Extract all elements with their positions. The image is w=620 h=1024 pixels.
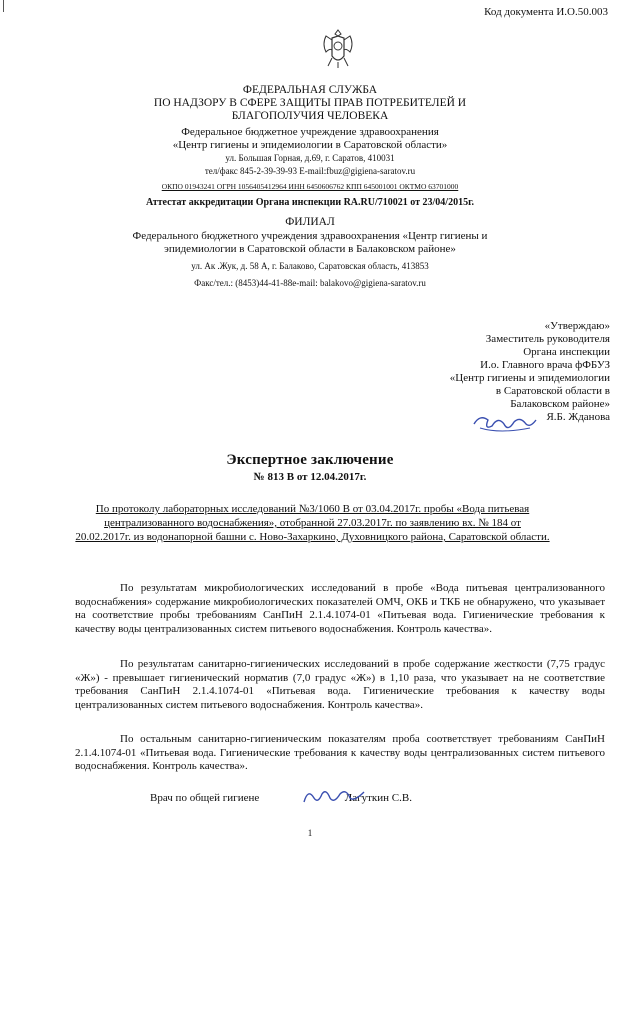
approval-signer: Я.Б. Жданова bbox=[546, 411, 610, 423]
doctor-signature-icon bbox=[300, 784, 370, 810]
conclusion-paragraph-2: По результатам санитарно-гигиенических исследований в пробе содержание жесткости (7,75 градус «Ж») - превышает гигиенический норматив (7,0 градус «Ж») в 1,10 раза, что указывает на не соответствие требования СанПиН 2.1.4.1074-01 «Питьевая вода. Гигиенические требования к качеству воды централизованных систем питьевого водоснабжения. Контроль качества». bbox=[75, 658, 605, 711]
approval-line: в Саратовской области в bbox=[495, 385, 610, 397]
institution-line-2: «Центр гигиены и эпидемиологии в Саратовской области» bbox=[172, 139, 448, 151]
signer-name: Лагуткин С.В. bbox=[344, 792, 412, 804]
agency-line-3: БЛАГОПОЛУЧИЯ ЧЕЛОВЕКА bbox=[231, 110, 389, 122]
agency-line-2: ПО НАДЗОРУ В СФЕРЕ ЗАЩИТЫ ПРАВ ПОТРЕБИТЕЛЕЙ И bbox=[153, 97, 467, 109]
approval-line: Органа инспекции bbox=[523, 346, 610, 358]
institution-codes: ОКПО 01943241 ОГРН 1056405412964 ИНН 6450606762 КПП 645001001 ОКТМО 63701000 bbox=[161, 182, 459, 191]
signature-line bbox=[150, 792, 412, 804]
branch-line-2: эпидемиологии в Саратовской области в Балаковском районе» bbox=[164, 243, 456, 255]
signer-role: Врач по общей гигиене bbox=[150, 792, 260, 804]
protocol-reference: По протоколу лабораторных исследований №3/1060 В от 03.04.2017г. пробы «Вода питьевая централизованного водоснабжения», отобранной 27.03.2017г. по заявлению вх. № 184 от 20.02.2017г. из водонапорной башни с. Ново-Захаркино, Духовницкого района, Саратовской области. bbox=[75, 503, 550, 543]
approval-line: Заместитель руководителя bbox=[485, 333, 610, 345]
approval-signature-icon bbox=[470, 410, 540, 438]
page-number: 1 bbox=[307, 828, 313, 838]
document-code: Код документа И.О.50.003 bbox=[484, 6, 608, 18]
approval-line: Балаковском районе» bbox=[510, 398, 610, 410]
branch-line-1: Федерального бюджетного учреждения здравоохранения «Центр гигиены и bbox=[132, 230, 488, 242]
conclusion-paragraph-3: По остальным санитарно-гигиеническим показателям проба соответствует требованиям СанПиН 2.1.4.1074-01 «Питьевая вода. Гигиенические требования к качеству воды централизованных систем питьевого водоснабжения. Контроль качества». bbox=[75, 733, 605, 772]
branch-label: ФИЛИАЛ bbox=[285, 216, 335, 228]
approval-block bbox=[420, 320, 610, 424]
approval-line: «Центр гигиены и эпидемиологии bbox=[449, 372, 610, 384]
branch-address: ул. Ак .Жук, д. 58 А, г. Балаково, Саратовская область, 413853 bbox=[191, 261, 429, 271]
approval-line: «Утверждаю» bbox=[544, 320, 610, 332]
agency-line-1: ФЕДЕРАЛЬНАЯ СЛУЖБА bbox=[242, 84, 378, 96]
scan-edge-mark bbox=[3, 0, 4, 12]
document-title: Экспертное заключение bbox=[226, 452, 394, 468]
branch-contacts: Факс/тел.: (8453)44-41-88e-mail: balakovo@gigiena-saratov.ru bbox=[194, 278, 426, 288]
conclusion-paragraph-1: По результатам микробиологических исследований в пробе «Вода питьевая централизованного водоснабжения» содержание микробиологических показателей ОМЧ, ОКБ и ТКБ не обнаружено, что указывает на соответствие пробы требованиям СанПиН 2.1.4.1074-01 «Питьевая вода. Гигиенические требования к качеству воды централизованных систем питьевого водоснабжения. Контроль качества». bbox=[75, 582, 605, 635]
emblem-icon bbox=[318, 26, 358, 70]
institution-contacts: тел/факс 845-2-39-39-93 E-mail:fbuz@gigiena-saratov.ru bbox=[204, 166, 416, 176]
document-number: № 813 В от 12.04.2017г. bbox=[253, 471, 367, 483]
institution-line-1: Федеральное бюджетное учреждение здравоохранения bbox=[181, 126, 439, 138]
accreditation-line: Аттестат аккредитации Органа инспекции RA.RU/710021 от 23/04/2015г. bbox=[145, 197, 475, 208]
institution-address: ул. Большая Горная, д.69, г. Саратов, 410031 bbox=[225, 153, 395, 163]
approval-line: И.о. Главного врача фФБУЗ bbox=[480, 359, 610, 371]
